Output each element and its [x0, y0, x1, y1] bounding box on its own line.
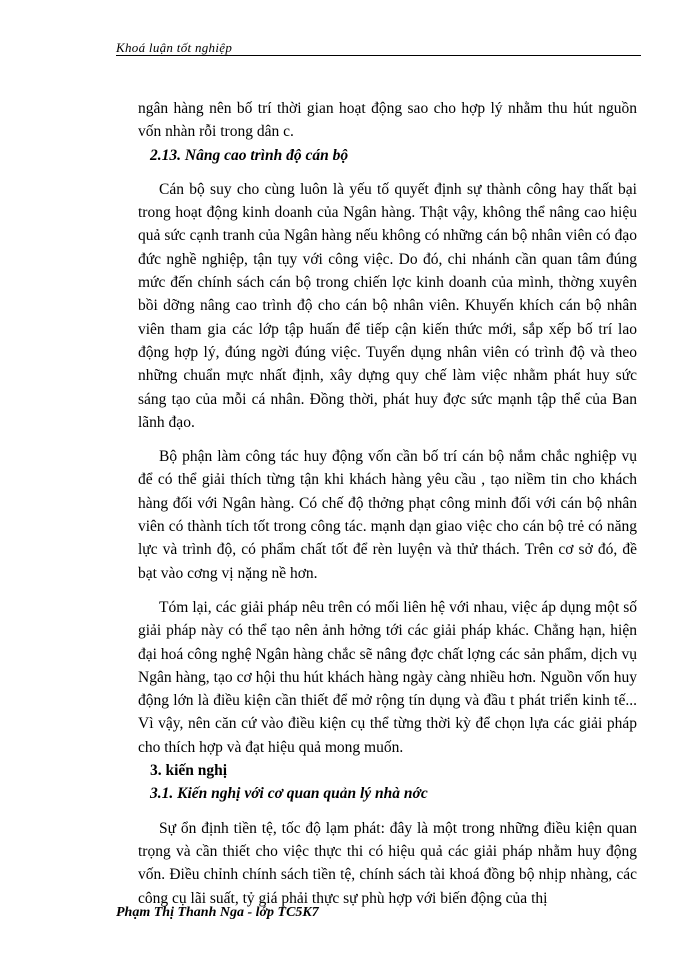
page-content: [138, 97, 637, 910]
paragraph-continuation: ngân hàng nên bố trí thời gian hoạt động sao cho hợp lý nhằm thu hút nguồn vốn nhàn rỗi trong dân c.: [138, 100, 637, 141]
section-heading-2-13: 2.13. Nâng cao trình độ cán bộ: [150, 146, 349, 164]
paragraph-summary: Tóm lại, các giải pháp nêu trên có mối liên hệ với nhau, việc áp dụng một số giải pháp này có thể tạo nên ảnh hởng tới các giải pháp khác. Chẳng hạn, hiện đại hoá công nghệ Ngân hàng chắc sẽ nâng đợc chất lợng các sản phẩm, dịch vụ Ngân hàng, tạo cơ hội thu hút khách hàng ngày càng nhiều hơn. Nguồn vốn huy động lớn là điều kiện cần thiết để mở rộng tín dụng và đầu t phát triển kinh tế... Vì vậy, nên căn cứ vào điều kiện cụ thể từng thời kỳ để chọn lựa các giải pháp cho thích hợp và đạt hiệu quả mong muốn.: [138, 598, 637, 756]
section-heading-3-1: 3.1. Kiến nghị với cơ quan quản lý nhà nớc: [150, 785, 428, 803]
page-header-title: Khoá luận tốt nghiệp: [116, 40, 233, 55]
paragraph-staff-quality: Cán bộ suy cho cùng luôn là yếu tố quyết định sự thành công hay thất bại trong hoạt động kinh doanh của Ngân hàng. Thật vậy, không thể nâng cao hiệu quả sức cạnh tranh của Ngân hàng nếu không có những cán bộ nhân viên có đạo đức nghề nghiệp, tận tụy với công việc. Do đó, chi nhánh cần quan tâm đúng mức đến chính sách cán bộ trong chiến lợc kinh doanh của mình, thờng xuyên bồi dỡng nâng cao trình độ cho cán bộ nhân viên. Khuyến khích cán bộ nhân viên tham gia các lớp tập huấn để tiếp cận kiến thức mới, sắp xếp bố trí lao động hợp lý, đúng ngời đúng việc. Tuyển dụng nhân viên có trình độ và theo những chuẩn mực nhất định, xây dựng quy chế làm việc nhằm phát huy sức sáng tạo của mỗi cá nhân. Đồng thời, phát huy đợc sức mạnh tập thể của Ban lãnh đạo.: [138, 180, 637, 431]
header-divider: [116, 55, 641, 56]
section-heading-3: 3. kiến nghị: [150, 762, 228, 780]
paragraph-monetary-stability: Sự ổn định tiền tệ, tốc độ lạm phát: đây là một trong những điều kiện quan trọng và cần thiết cho việc thực thi có hiệu quả các giải pháp nhằm huy động vốn. Điều chỉnh chính sách tiền tệ, chính sách tài khoá đồng bộ nhịp nhàng, các công cụ lãi suất, tỷ giá phải thực sự phù hợp với biến động của thị: [138, 819, 637, 907]
paragraph-capital-mobilization-staff: Bộ phận làm công tác huy động vốn cần bố trí cán bộ nắm chắc nghiệp vụ để có thể giải thích từng tận khi khách hàng yêu cầu , tạo niềm tin cho khách hàng đối với Ngân hàng. Có chế độ thởng phạt công minh đối với cán bộ nhân viên có thành tích tốt trong công tác. mạnh dạn giao việc cho cán bộ trẻ có năng lực và trình độ, có phẩm chất tốt để rèn luyện và thử thách. Trên cơ sở đó, đề bạt vào cơng vị nặng nề hơn.: [138, 448, 637, 582]
page-footer-author: Phạm Thị Thanh Nga - lớp TC5K7: [116, 905, 319, 920]
